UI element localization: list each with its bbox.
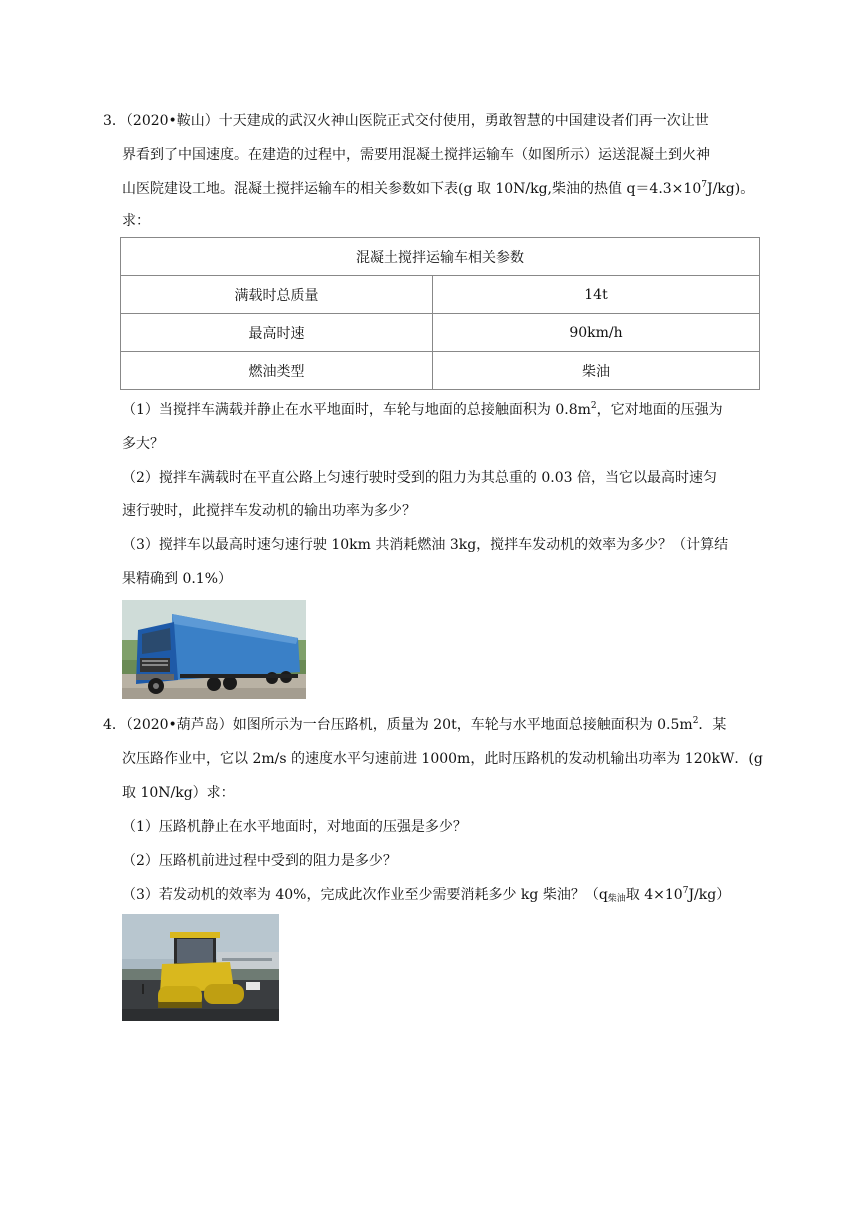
q4-line2: 次压路作业中，它以 2m/s 的速度水平匀速前进 1000m，此时压路机的发动机输出功率为 120kW．(g: [122, 751, 763, 767]
q3-line4: 求：: [122, 213, 150, 229]
q3-part1-line2: 多大？: [122, 436, 164, 452]
q4-line1: 4．（2020•葫芦岛）如图所示为一台压路机，质量为 20t，车轮与水平地面总接触面积为 $0.5m^2$．某: [103, 716, 727, 733]
table-title: 混凝土搅拌运输车相关参数: [121, 238, 760, 276]
table-cell-label: 最高时速: [121, 314, 433, 352]
q3-line2: 界看到了中国速度。在建造的过程中，需要用混凝土搅拌运输车（如图所示）运送混凝土到火神: [122, 147, 710, 163]
road-roller-image: [122, 914, 279, 1021]
q3-number: 3．: [103, 113, 126, 129]
q3-line1: 3．（2020•鞍山）十天建成的武汉火神山医院正式交付使用，勇敢智慧的中国建设者们再一次让世: [103, 113, 709, 129]
table-cell-label: 满载时总质量: [121, 276, 433, 314]
table-row: [121, 276, 760, 314]
table-cell-value: 柴油: [433, 352, 760, 390]
q4-part2: （2）压路机前进过程中受到的阻力是多少？: [122, 853, 397, 869]
truck-image: [122, 600, 306, 699]
table-row: [121, 314, 760, 352]
q3-part2-line2: 速行驶时，此搅拌车发动机的输出功率为多少？: [122, 503, 416, 519]
table-title-row: [121, 238, 760, 276]
table-cell-label: 燃油类型: [121, 352, 433, 390]
q3-part3-line2: 果精确到 0.1%）: [122, 571, 233, 587]
q4-part1: （1）压路机静止在水平地面时，对地面的压强是多少？: [122, 819, 467, 835]
q4-line3: 取 10N/kg）求：: [122, 785, 235, 801]
table-cell-value: 90km/h: [433, 314, 760, 352]
q3-line3: 山医院建设工地。混凝土搅拌运输车的相关参数如下表(g 取 10N/kg,柴油的热值 $q=4.3\times 10^7J/kg$)。: [122, 180, 755, 197]
table-row: [121, 352, 760, 390]
params-table: [120, 237, 760, 390]
q3-part3-line1: （3）搅拌车以最高时速匀速行驶 10km 共消耗燃油 3kg，搅拌车发动机的效率为多少？（计算结: [122, 537, 729, 553]
q4-number: 4．: [103, 717, 126, 733]
q4-part3: （3）若发动机的效率为 40%，完成此次作业至少需要消耗多少 kg 柴油？（$q_{柴油}$取 $4\times 10^7J/kg$）: [122, 886, 731, 904]
q3-part1-line1: （1）当搅拌车满载并静止在水平地面时，车轮与地面的总接触面积为 $0.8m^2$，它对地面的压强为: [122, 401, 723, 418]
q3-part2-line1: （2）搅拌车满载时在平直公路上匀速行驶时受到的阻力为其总重的 0.03 倍，当它以最高时速匀: [122, 470, 717, 486]
table-cell-value: 14t: [433, 276, 760, 314]
